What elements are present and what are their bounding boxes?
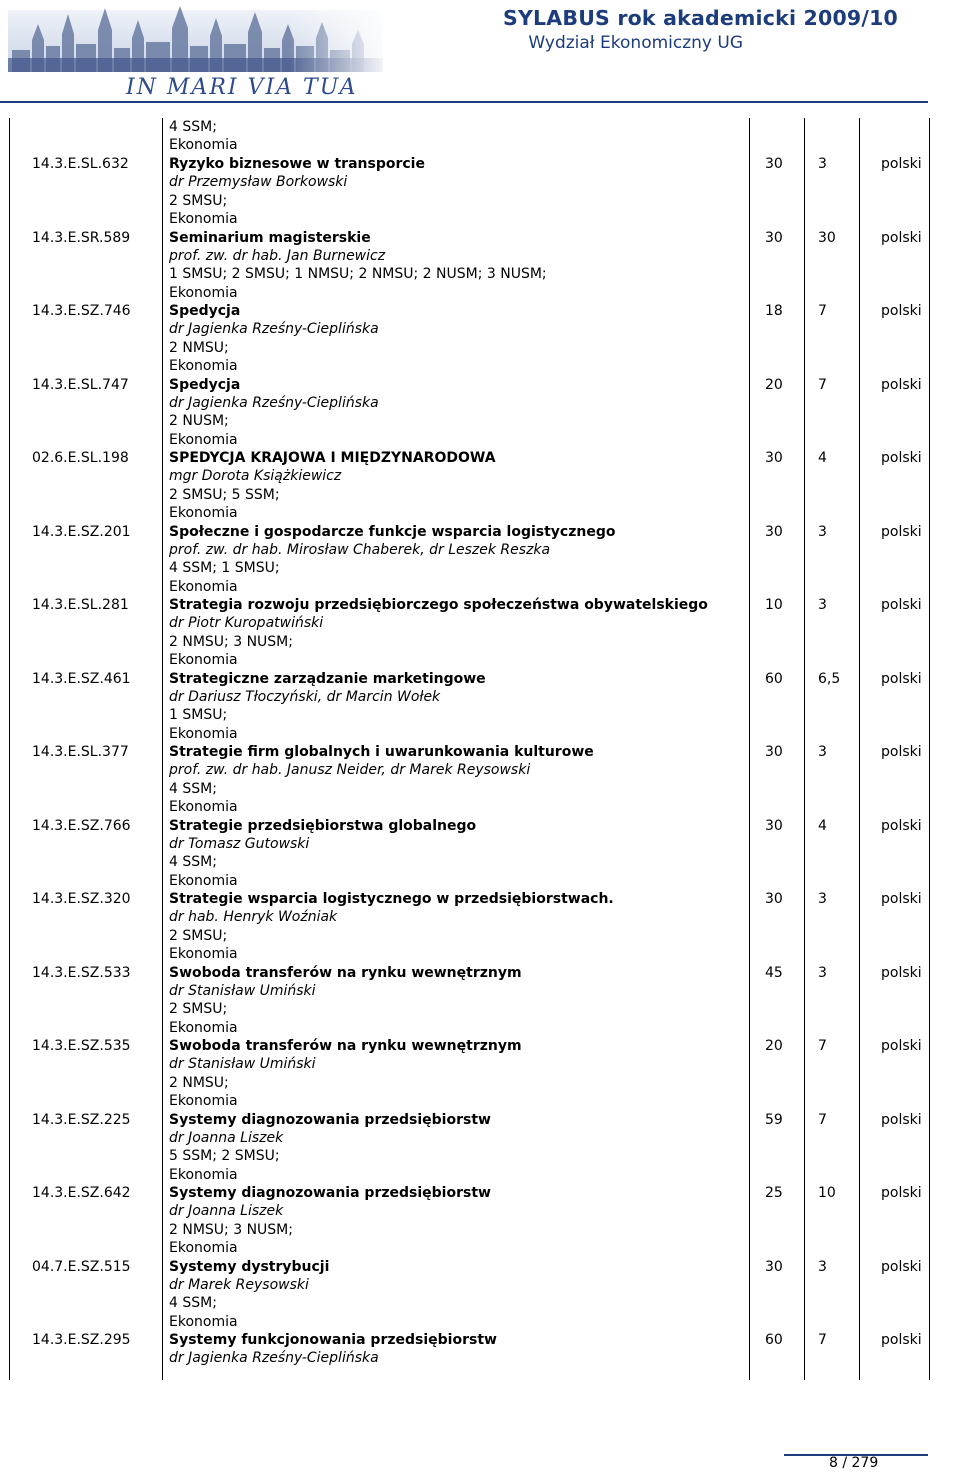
ects-points: 30 [818, 229, 836, 246]
course-title: Swoboda transferów na rynku wewnętrznym [169, 964, 522, 981]
lecturer: dr Joanna Liszek [169, 1129, 284, 1146]
faculty: Ekonomia [169, 505, 238, 522]
study-forms: 1 SMSU; 2 SMSU; 1 NMSU; 2 NMSU; 2 NUSM; 3 NUSM; [169, 266, 547, 283]
faculty-subtitle: Wydział Ekonomiczny UG [528, 33, 743, 53]
study-forms: 2 SMSU; 5 SSM; [169, 486, 280, 503]
ects-points: 3 [818, 891, 827, 907]
ects-points: 3 [818, 523, 827, 540]
study-forms: 2 NMSU; 3 NUSM; [169, 1221, 293, 1238]
language: polski [881, 1185, 922, 1201]
course-title: Strategiczne zarządzanie marketingowe [169, 670, 486, 687]
course-code: 14.3.E.SZ.295 [32, 1332, 131, 1348]
hours: 30 [765, 891, 783, 907]
header-divider [0, 101, 928, 103]
hours: 25 [765, 1185, 783, 1201]
study-forms: 2 SMSU; [169, 1001, 228, 1018]
faculty: Ekonomia [169, 1093, 238, 1110]
course-detail-block [169, 302, 379, 376]
course-detail-block [169, 449, 496, 523]
language: polski [881, 891, 922, 907]
course-code: 14.3.E.SZ.225 [32, 1111, 131, 1128]
course-code: 14.3.E.SL.632 [32, 156, 129, 172]
hours: 30 [765, 229, 783, 246]
course-detail-block [169, 1331, 497, 1368]
ects-points: 4 [818, 450, 827, 466]
course-code: 14.3.E.SL.281 [32, 597, 129, 613]
course-detail-block [169, 743, 594, 817]
faculty: Ekonomia [169, 725, 238, 742]
study-forms: 4 SSM; [169, 119, 217, 135]
course-detail-block [169, 229, 547, 303]
faculty: Ekonomia [169, 872, 238, 889]
course-detail-block [169, 155, 425, 229]
hours: 30 [765, 523, 783, 540]
hours: 30 [765, 817, 783, 834]
study-forms: 4 SSM; [169, 780, 217, 797]
study-forms: 2 NUSM; [169, 413, 229, 430]
syllabus-table [0, 118, 960, 1380]
hours: 20 [765, 376, 783, 393]
study-forms: 4 SSM; 1 SMSU; [169, 560, 280, 577]
lecturer: dr Przemysław Borkowski [169, 174, 348, 191]
course-title: Systemy funkcjonowania przedsiębiorstw [169, 1332, 497, 1348]
study-forms: 2 SMSU; [169, 192, 228, 209]
lecturer: dr Piotr Kuropatwiński [169, 615, 324, 632]
course-code: 14.3.E.SZ.533 [32, 964, 131, 981]
faculty: Ekonomia [169, 799, 238, 816]
ects-points: 3 [818, 597, 827, 613]
study-forms: 1 SMSU; [169, 707, 228, 724]
course-detail-block [169, 376, 379, 450]
language: polski [881, 1258, 922, 1275]
lecturer: dr Stanisław Umiński [169, 982, 316, 999]
faculty: Ekonomia [169, 1313, 238, 1330]
ects-points: 3 [818, 744, 827, 760]
lecturer: dr Jagienka Rześny-Cieplińska [169, 394, 379, 411]
course-code: 14.3.E.SR.589 [32, 229, 131, 246]
course-title: Strategie przedsiębiorstwa globalnego [169, 817, 477, 834]
course-title: Strategia rozwoju przedsiębiorczego społeczeństwa obywatelskiego [169, 597, 708, 613]
language: polski [881, 670, 922, 687]
language: polski [881, 597, 922, 613]
lecturer: dr Tomasz Gutowski [169, 835, 310, 852]
course-title: Ryzyko biznesowe w transporcie [169, 156, 425, 172]
course-detail-block [169, 817, 476, 891]
lecturer: mgr Dorota Książkiewicz [169, 468, 342, 485]
column-divider [804, 118, 805, 1380]
faculty: Ekonomia [169, 946, 238, 963]
study-forms: 2 NMSU; [169, 339, 229, 356]
study-forms: 4 SSM; [169, 854, 217, 871]
hours: 60 [765, 670, 783, 687]
course-code: 14.3.E.SZ.746 [32, 303, 131, 319]
study-forms: 4 SSM; [169, 1295, 217, 1312]
faculty: Ekonomia [169, 652, 238, 669]
course-code: 04.7.E.SZ.515 [32, 1258, 131, 1275]
lecturer: prof. zw. dr hab. Janusz Neider, dr Marek Reysowski [169, 762, 531, 779]
university-logo [8, 0, 383, 98]
study-forms: 2 NMSU; [169, 1074, 229, 1091]
lecturer: prof. zw. dr hab. Jan Burnewicz [169, 247, 386, 264]
faculty: Ekonomia [169, 578, 238, 595]
course-detail-block [169, 1111, 491, 1185]
language: polski [881, 1111, 922, 1128]
study-forms: 2 SMSU; [169, 927, 228, 944]
lecturer: prof. zw. dr hab. Mirosław Chaberek, dr Leszek Reszka [169, 541, 551, 558]
course-detail-block [169, 890, 614, 964]
faculty: Ekonomia [169, 358, 238, 375]
hours: 45 [765, 964, 783, 981]
course-title: Strategie firm globalnych i uwarunkowania kulturowe [169, 744, 594, 760]
lecturer: dr Jagienka Rześny-Cieplińska [169, 321, 379, 338]
lecturer: dr Stanisław Umiński [169, 1056, 316, 1073]
ects-points: 4 [818, 817, 827, 834]
course-title: Strategie wsparcia logistycznego w przedsiębiorstwach. [169, 891, 614, 907]
course-title: Seminarium magisterskie [169, 229, 371, 246]
course-detail-block [169, 670, 486, 744]
course-title: Spedycja [169, 303, 241, 319]
hours: 18 [765, 303, 783, 319]
course-code: 14.3.E.SZ.642 [32, 1185, 131, 1201]
course-code: 14.3.E.SZ.535 [32, 1038, 131, 1054]
hours: 30 [765, 450, 783, 466]
ects-points: 7 [818, 1111, 827, 1128]
document-title: SYLABUS rok akademicki 2009/10 [503, 6, 898, 30]
logo-motto: IN MARI VIA TUA [126, 75, 358, 98]
study-forms: 5 SSM; 2 SMSU; [169, 1148, 280, 1165]
course-detail-block [169, 118, 238, 155]
ects-points: 3 [818, 964, 827, 981]
ects-points: 3 [818, 1258, 827, 1275]
course-detail-block [169, 964, 522, 1038]
ects-points: 3 [818, 156, 827, 172]
language: polski [881, 376, 922, 393]
study-forms: 2 NMSU; 3 NUSM; [169, 633, 293, 650]
page-header [0, 0, 960, 104]
course-code: 14.3.E.SL.377 [32, 744, 129, 760]
course-title: Systemy diagnozowania przedsiębiorstw [169, 1185, 491, 1201]
course-code: 02.6.E.SL.198 [32, 450, 129, 466]
language: polski [881, 156, 922, 172]
column-divider [749, 118, 750, 1380]
lecturer: dr Joanna Liszek [169, 1203, 284, 1220]
course-title: Spedycja [169, 376, 241, 393]
ects-points: 7 [818, 1038, 827, 1054]
language: polski [881, 229, 922, 246]
language: polski [881, 744, 922, 760]
lecturer: dr Dariusz Tłoczyński, dr Marcin Wołek [169, 688, 441, 705]
ects-points: 7 [818, 1332, 827, 1348]
language: polski [881, 817, 922, 834]
language: polski [881, 523, 922, 540]
course-detail-block [169, 596, 708, 670]
column-divider [859, 118, 860, 1380]
faculty: Ekonomia [169, 284, 238, 301]
faculty: Ekonomia [169, 431, 238, 448]
faculty: Ekonomia [169, 211, 238, 228]
ects-points: 7 [818, 376, 827, 393]
course-detail-block [169, 1258, 329, 1332]
column-divider [929, 118, 930, 1380]
course-title: SPEDYCJA KRAJOWA I MIĘDZYNARODOWA [169, 450, 496, 466]
hours: 30 [765, 744, 783, 760]
faculty: Ekonomia [169, 137, 238, 154]
course-code: 14.3.E.SL.747 [32, 376, 129, 393]
language: polski [881, 964, 922, 981]
column-divider [162, 118, 163, 1380]
hours: 30 [765, 156, 783, 172]
lecturer: dr Marek Reysowski [169, 1276, 309, 1293]
course-title: Swoboda transferów na rynku wewnętrznym [169, 1038, 522, 1054]
faculty: Ekonomia [169, 1240, 238, 1257]
course-detail-block [169, 523, 615, 597]
course-detail-block [169, 1184, 491, 1258]
ects-points: 7 [818, 303, 827, 319]
hours: 20 [765, 1038, 783, 1054]
lecturer: dr Jagienka Rześny-Cieplińska [169, 1350, 379, 1367]
column-divider [9, 118, 10, 1380]
hours: 59 [765, 1111, 783, 1128]
course-code: 14.3.E.SZ.320 [32, 891, 131, 907]
page-number: 8 / 279 [829, 1455, 879, 1471]
ects-points: 6,5 [818, 670, 841, 687]
course-detail-block [169, 1037, 522, 1111]
course-title: Systemy diagnozowania przedsiębiorstw [169, 1111, 491, 1128]
language: polski [881, 450, 922, 466]
language: polski [881, 1332, 922, 1348]
course-title: Społeczne i gospodarcze funkcje wsparcia logistycznego [169, 523, 616, 540]
hours: 60 [765, 1332, 783, 1348]
course-title: Systemy dystrybucji [169, 1258, 330, 1275]
faculty: Ekonomia [169, 1166, 238, 1183]
lecturer: dr hab. Henryk Woźniak [169, 909, 338, 926]
hours: 30 [765, 1258, 783, 1275]
course-code: 14.3.E.SZ.766 [32, 817, 131, 834]
faculty: Ekonomia [169, 1019, 238, 1036]
language: polski [881, 303, 922, 319]
course-code: 14.3.E.SZ.461 [32, 670, 131, 687]
hours: 10 [765, 597, 783, 613]
language: polski [881, 1038, 922, 1054]
ects-points: 10 [818, 1185, 836, 1201]
course-code: 14.3.E.SZ.201 [32, 523, 131, 540]
